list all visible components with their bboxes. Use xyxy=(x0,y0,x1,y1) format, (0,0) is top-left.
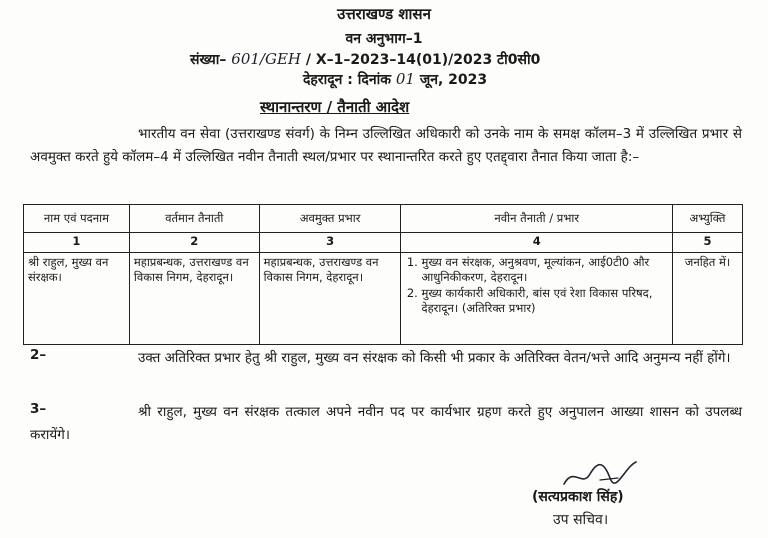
list-item: 1. मुख्य वन संरक्षक, अनुश्रवण, मूल्यांकन, आई0टी0 और आधुनिकीकरण, देहरादून। xyxy=(421,255,668,285)
date-suffix: जून, 2023 xyxy=(419,72,488,88)
paragraph-2: उक्त अतिरिक्त प्रभार हेतु श्री राहुल, मुख्य वन संरक्षक को किसी भी प्रकार के अतिरिक्त वेतन/भत्ते आदि अनुमन्य नहीं होंगे। xyxy=(138,350,731,366)
paragraph-3: श्री राहुल, मुख्य वन संरक्षक तत्काल अपने नवीन पद पर कार्यभार ग्रहण करते हुए अनुपालन आख्या शासन को उपलब्ध करायेंगे। xyxy=(30,404,742,443)
cell-name: श्री राहुल, मुख्य वन संरक्षक। xyxy=(24,253,130,345)
place-date-prefix: देहरादून : दिनांक xyxy=(303,72,391,88)
col-header-name: नाम एवं पदनाम xyxy=(24,205,130,233)
paragraph-3-number: 3– xyxy=(30,401,47,417)
table-header-row xyxy=(24,205,743,233)
cell-relieved-charge: महाप्रबन्धक, उत्तराखण्ड वन विकास निगम, देहरादून। xyxy=(259,253,401,345)
paragraph-2-number: 2– xyxy=(30,347,47,363)
col-number: 5 xyxy=(673,233,743,253)
cell-remark: जनहित में। xyxy=(673,253,743,345)
col-number: 1 xyxy=(24,233,130,253)
order-number-handwritten: 601/GEH xyxy=(231,50,301,68)
cell-new-posting xyxy=(401,253,673,345)
table-number-row xyxy=(24,233,743,253)
date-handwritten: 01 xyxy=(395,70,415,88)
order-number-suffix: / X–1–2023–14(01)/2023 टी0सी0 xyxy=(305,52,541,68)
list-item: 2. मुख्य कार्यकारी अधिकारी, बांस एवं रेशा विकास परिषद, देहरादून। (अतिरिक्त प्रभार) xyxy=(421,286,668,316)
order-number-line xyxy=(190,50,540,69)
paragraph-1: भारतीय वन सेवा (उत्तराखण्ड संवर्ग) के निम्न उल्लिखित अधिकारी को उनके नाम के समक्ष कॉलम–3 में उल्लिखित प्रभार से अवमुक्त करते हुये कॉलम–4 में उल्लिखित नवीन तैनाती स्थल/प्रभार पर स्थानान्तरित करते हुए एतद्द्वारा तैनात किया जाता है:– xyxy=(30,126,742,165)
signatory-designation: उप सचिव। xyxy=(553,512,609,528)
col-number: 3 xyxy=(259,233,401,253)
col-header-new: नवीन तैनाती / प्रभार xyxy=(401,205,673,233)
order-title: स्थानान्तरण / तैनाती आदेश xyxy=(260,98,410,116)
transfer-table xyxy=(23,204,743,345)
place-date-line xyxy=(303,70,487,89)
order-number-prefix: संख्या– xyxy=(190,52,227,68)
section-heading: वन अनुभाग–1 xyxy=(345,31,423,47)
new-posting-list xyxy=(405,255,668,316)
col-header-current: वर्तमान तैनाती xyxy=(129,205,259,233)
col-number: 4 xyxy=(401,233,673,253)
table-row xyxy=(24,253,743,345)
col-header-remark: अभ्युक्ति xyxy=(673,205,743,233)
col-header-relieved: अवमुक्त प्रभार xyxy=(259,205,401,233)
col-number: 2 xyxy=(129,233,259,253)
cell-current-posting: महाप्रबन्धक, उत्तराखण्ड वन विकास निगम, देहरादून। xyxy=(129,253,259,345)
signatory-name: (सत्यप्रकाश सिंह) xyxy=(532,489,624,505)
government-heading: उत्तराखण्ड शासन xyxy=(337,5,431,23)
